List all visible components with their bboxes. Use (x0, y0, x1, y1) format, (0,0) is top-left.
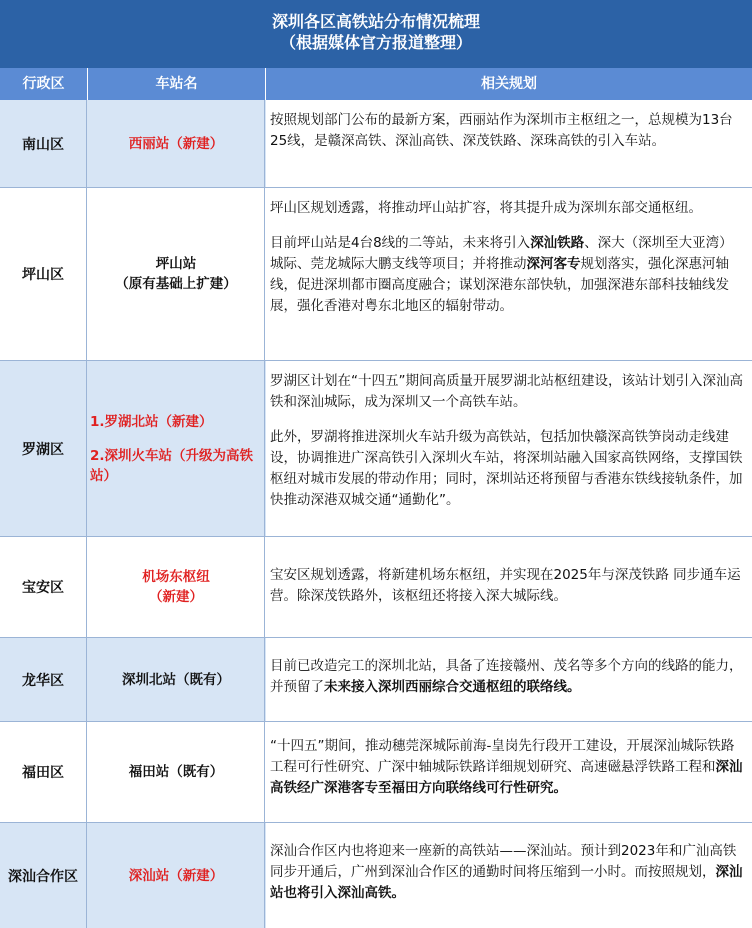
highlight-text: 深河客专 (526, 256, 581, 272)
plan-paragraph-1: 罗湖区计划在“十四五”期间高质量开展罗湖北站枢纽建设，该站计划引入深汕高铁和深汕城际，成为深圳又一个高铁车站。 (270, 373, 743, 410)
station-name: 坪山站 (155, 256, 197, 272)
district-name: 深汕合作区 (8, 868, 78, 885)
station-cell (88, 361, 265, 536)
highlight-text: 深汕铁路 (530, 235, 585, 251)
table-row (0, 722, 752, 823)
plan-cell (266, 188, 752, 360)
table-row (0, 537, 752, 638)
district-name: 坪山区 (22, 267, 64, 283)
header-plan: 相关规划 (481, 76, 537, 92)
plan-paragraph-1: 坪山区规划透露，将推动坪山站扩容，将其提升成为深圳东部交通枢纽。 (270, 200, 702, 216)
table-row (0, 823, 752, 928)
station-name: 1.罗湖北站（新建） (90, 413, 213, 430)
district-name: 龙华区 (22, 672, 64, 689)
table-row (0, 188, 752, 361)
header-district: 行政区 (0, 68, 88, 100)
page-subtitle: （根据媒体官方报道整理） (279, 33, 472, 52)
plan-paragraph-2: 目前坪山站是4台8线的二等站，未来将引入深汕铁路、深大（深圳至大亚湾）城际、莞龙城际大鹏支线等项目；并将推动深河客专规划落实，强化深惠河轴线，促进深圳都市圈高度融合；谋划深港东部快轨，加强深港东部科技轴线发展，强化香港对粤东北地区的辐射带动。 (270, 235, 733, 314)
plan-text: 宝安区规划透露，将新建机场东枢纽，并实现在2025年与深茂铁路 同步通车运营。除深茂铁路外，该枢纽还将接入深大城际线。 (270, 567, 741, 604)
station-cell (88, 537, 265, 637)
plan-text: 按照规划部门公布的最新方案，西丽站作为深圳市主枢纽之一，总规模为13台25线，是赣深高铁、深汕高铁、深茂铁路、深珠高铁的引入车站。 (270, 112, 733, 149)
station-cell (88, 823, 265, 928)
plan-text: 深汕合作区内也将迎来一座新的高铁站——深汕站。预计到2023年和广汕高铁同步开通后，广州到深汕合作区的通勤时间将压缩到一小时。而按照规划，深汕站也将引入深汕高铁。 (270, 843, 743, 901)
title-banner (0, 0, 752, 69)
station-note: （新建） (149, 589, 203, 605)
district-name: 南山区 (22, 136, 64, 153)
station-name: 深圳北站（既有） (122, 671, 230, 688)
plan-cell (266, 100, 752, 187)
plan-cell (266, 722, 752, 822)
table-row (0, 638, 752, 722)
page-title: 深圳各区高铁站分布情况梳理 (271, 12, 480, 31)
district-cell (0, 638, 87, 721)
district-name: 宝安区 (22, 580, 64, 596)
station-name: 西丽站（新建） (128, 135, 224, 152)
district-cell (0, 100, 87, 187)
district-cell (0, 537, 87, 637)
district-name: 罗湖区 (22, 441, 64, 458)
district-cell (0, 188, 87, 360)
station-name: 深汕站（新建） (128, 867, 224, 884)
plan-cell (266, 823, 752, 928)
plan-text: 目前已改造完工的深圳北站，具备了连接赣州、茂名等多个方向的线路的能力，并预留了未来接入深圳西丽综合交通枢纽的联络线。 (270, 658, 743, 695)
station-cell (88, 722, 265, 822)
station-cell (88, 188, 265, 360)
district-cell (0, 722, 87, 822)
station-cell (88, 100, 265, 187)
plan-cell (266, 638, 752, 721)
station-cell (88, 638, 265, 721)
highlight-text: 深汕站也将引入深汕高铁。 (270, 864, 743, 901)
highlight-text: 深汕高铁经广深港客专至福田方向联络线可行性研究。 (270, 759, 743, 796)
table-row (0, 100, 752, 188)
plan-cell (266, 537, 752, 637)
district-name: 福田区 (22, 765, 64, 781)
plan-paragraph-2: 此外，罗湖将推进深圳火车站升级为高铁站，包括加快赣深高铁笋岗动走线建设，协调推进广深高铁引入深圳火车站，将深圳站融入国家高铁网络，支撑国铁枢纽对城市发展的带动作用；同时，深圳站还将预留与香港东铁线接轨条件，加快推动深港双城交通“通勤化”。 (270, 429, 743, 508)
station-name: 2.深圳火车站（升级为高铁站） (90, 447, 254, 484)
plan-text: “十四五”期间，推动穗莞深城际前海-皇岗先行段开工建设，开展深汕城际铁路工程可行性研究、广深中轴城际铁路详细规划研究、高速磁悬浮铁路工程和深汕高铁经广深港客专至福田方向联络线可行性研究。 (270, 738, 743, 796)
table-header-row (0, 68, 752, 100)
highlight-text: 未来接入深圳西丽综合交通枢纽的联络线。 (324, 679, 581, 695)
district-cell (0, 823, 87, 928)
table-row (0, 361, 752, 537)
district-cell (0, 361, 87, 536)
station-name: 机场东枢纽 (142, 569, 210, 585)
plan-cell (266, 361, 752, 536)
station-note: （原有基础上扩建） (115, 276, 237, 292)
station-name: 福田站（既有） (128, 764, 224, 780)
header-station: 车站名 (88, 68, 266, 100)
